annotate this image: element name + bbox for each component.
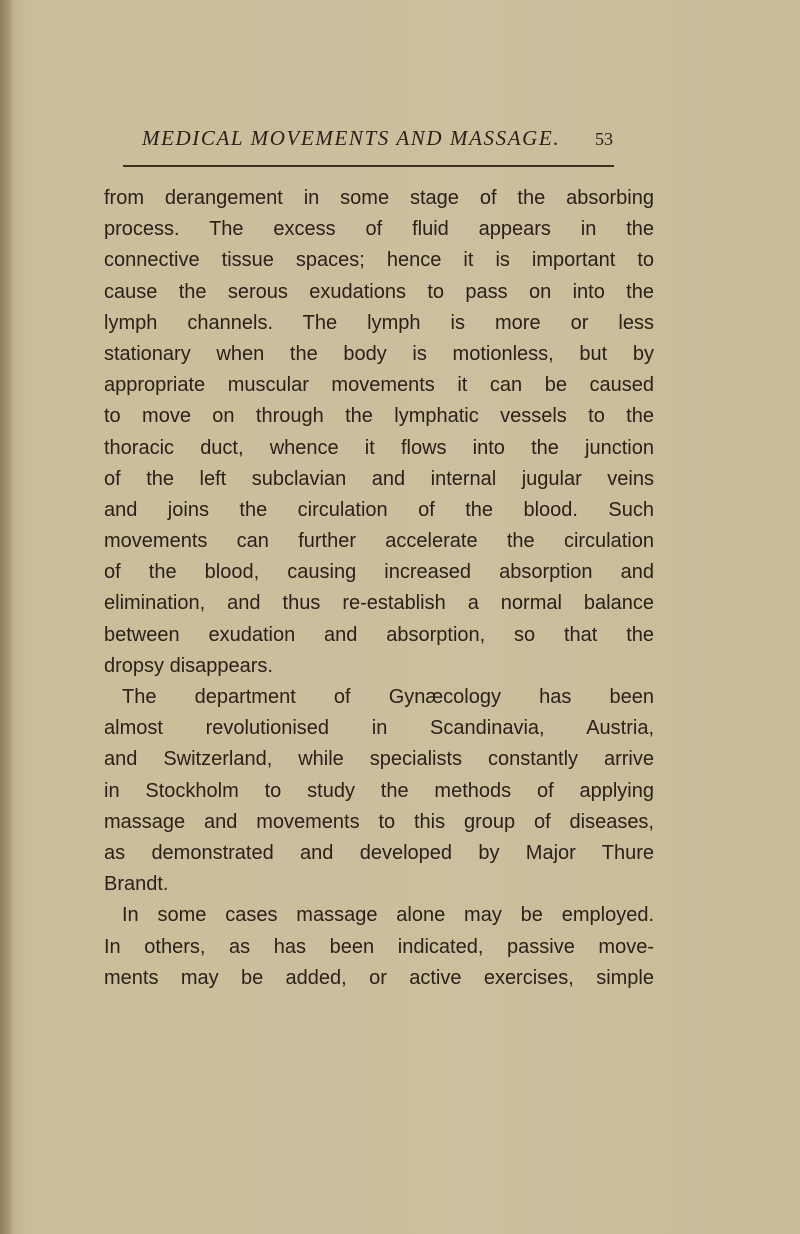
text-line: connective tissue spaces; hence it is important to: [104, 249, 654, 272]
text-line: in Stockholm to study the methods of applying: [104, 779, 654, 802]
text-line: to move on through the lymphatic vessels to the: [104, 405, 654, 428]
page-gutter-shadow: [0, 0, 14, 1234]
text-line: stationary when the body is motionless, but by: [104, 342, 654, 365]
text-line: of the left subclavian and internal jugular veins: [104, 467, 654, 490]
text-line: of the blood, causing increased absorption and: [104, 561, 654, 584]
text-line: from derangement in some stage of the absorbing: [104, 187, 654, 209]
text-line: almost revolutionised in Scandinavia, Austria,: [104, 717, 654, 740]
text-line: In some cases massage alone may be employed.: [122, 904, 654, 927]
text-line: ments may be added, or active exercises, simple: [104, 966, 654, 989]
text-line: Brandt.: [104, 873, 169, 896]
text-line: thoracic duct, whence it flows into the junction: [104, 436, 654, 459]
text-line: and Switzerland, while specialists constantly arrive: [104, 748, 654, 771]
text-line: between exudation and absorption, so that the: [104, 623, 654, 646]
running-title: MEDICAL MOVEMENTS AND MASSAGE.: [142, 126, 561, 150]
text-line: and joins the circulation of the blood. Such: [104, 498, 654, 521]
header-rule: [123, 165, 614, 167]
page-number: 53: [595, 129, 613, 149]
text-line: process. The excess of fluid appears in the: [104, 218, 654, 241]
text-line: appropriate muscular movements it can be caused: [104, 374, 654, 397]
text-line: The department of Gynæcology has been: [122, 686, 654, 708]
text-line: movements can further accelerate the circulation: [104, 530, 654, 553]
text-line: In others, as has been indicated, passive move-: [104, 935, 654, 958]
text-line: cause the serous exudations to pass on into the: [104, 280, 654, 303]
text-line: elimination, and thus re-establish a normal balance: [104, 592, 654, 615]
text-line: as demonstrated and developed by Major Thure: [104, 841, 654, 864]
text-line: lymph channels. The lymph is more or less: [104, 311, 654, 334]
text-line: dropsy disappears.: [104, 654, 273, 677]
text-line: massage and movements to this group of diseases,: [104, 810, 654, 833]
body-text: [104, 183, 654, 994]
page-header: [142, 126, 613, 156]
